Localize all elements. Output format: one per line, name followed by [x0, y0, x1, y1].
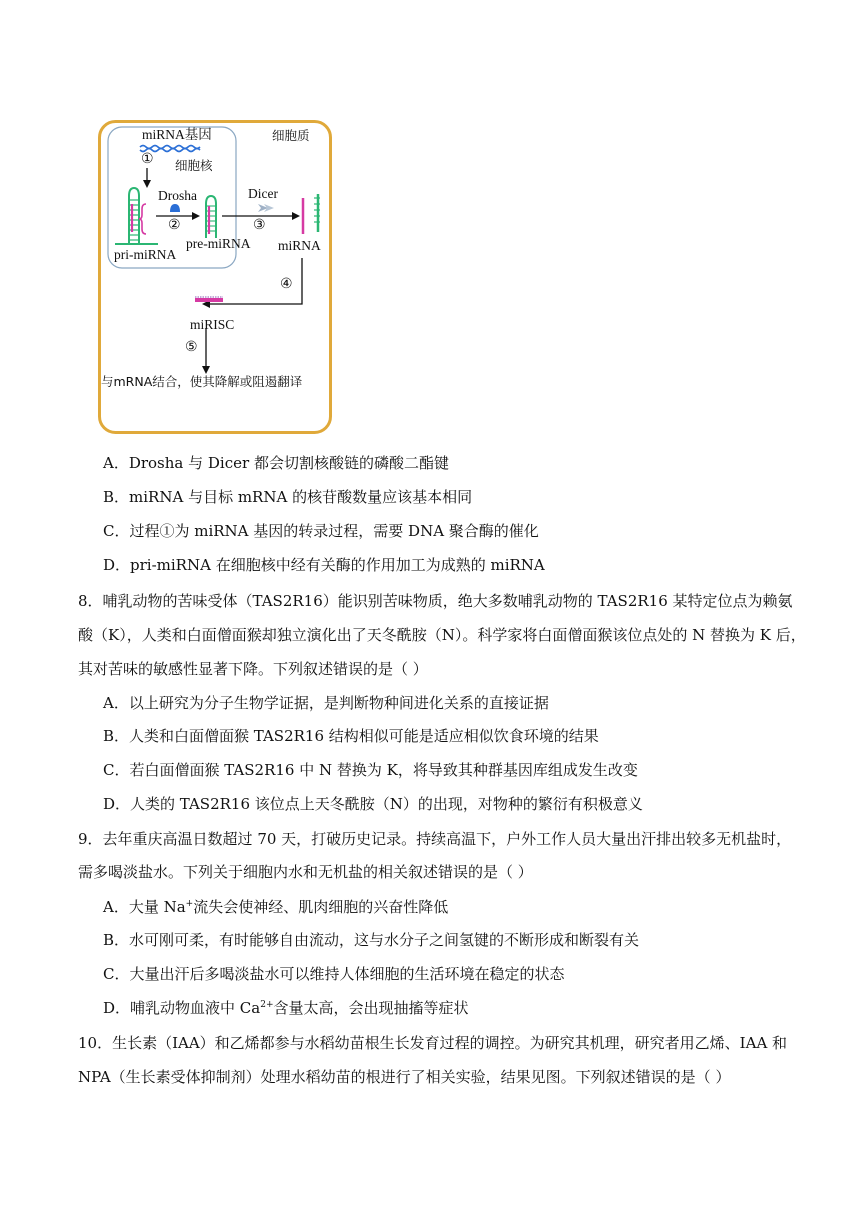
q9-stem-line1: 9．去年重庆高温日数超过 70 天，打破历史记录。持续高温下，户外工作人员大量出汗排出较多无机盐时， — [78, 830, 792, 848]
q9-option-c: C．大量出汗后多喝淡盐水可以维持人体细胞的生活环境在稳定的状态 — [103, 965, 565, 983]
q7-option-b: B．miRNA 与目标 mRNA 的核苷酸数量应该基本相同 — [103, 488, 473, 506]
q7-option-c: C．过程①为 miRNA 基因的转录过程，需要 DNA 聚合酶的催化 — [103, 522, 539, 540]
pri-mirna-label: pri-miRNA — [114, 247, 177, 262]
gene-label: miRNA基因 — [142, 127, 212, 142]
step1-marker: ① — [141, 152, 154, 167]
q9-option-d: D．哺乳动物血液中 $Ca^{2+}$含量太高，会出现抽搐等症状 — [103, 999, 469, 1017]
nucleus-label: 细胞核 — [175, 158, 213, 173]
q9-option-a: A．大量 Na+流失会使神经、肌肉细胞的兴奋性降低 — [103, 898, 449, 916]
q8-stem-line3: 其对苦味的敏感性显著下降。下列叙述错误的是（ ） — [78, 660, 428, 678]
q8-option-c: C．若白面僧面猴 TAS2R16 中 N 替换为 K，将导致其种群基因库组成发生改变 — [103, 761, 638, 779]
q7-option-a: A．Drosha 与 Dicer 都会切割核酸链的磷酸二酯键 — [103, 454, 449, 472]
mirisc-label: miRISC — [190, 317, 235, 332]
q9-stem-line2: 需多喝淡盐水。下列关于细胞内水和无机盐的相关叙述错误的是（ ） — [78, 863, 533, 881]
q8-stem-line1: 8．哺乳动物的苦味受体（TAS2R16）能识别苦味物质，绝大多数哺乳动物的 TAS2R16 某特定位点为赖氨 — [78, 592, 793, 610]
q10-stem-line1: 10．生长素（IAA）和乙烯都参与水稻幼苗根生长发育过程的调控。为研究其机理，研究者用乙烯、IAA 和 — [78, 1034, 788, 1052]
q7-option-d: D．pri-miRNA 在细胞核中经有关酶的作用加工为成熟的 miRNA — [103, 556, 545, 574]
q8-stem-line2: 酸（K），人类和白面僧面猴却独立演化出了天冬酰胺（N）。科学家将白面僧面猴该位点处的 N 替换为 K 后， — [78, 626, 806, 644]
step4-marker: ④ — [280, 277, 293, 292]
cytoplasm-label: 细胞质 — [272, 128, 310, 143]
step5-marker: ⑤ — [185, 340, 198, 355]
result-label: 与mRNA结合，使其降解或阻遏翻译 — [101, 374, 303, 389]
q8-option-a: A．以上研究为分子生物学证据，是判断物种间进化关系的直接证据 — [103, 694, 549, 712]
mirna-label: miRNA — [278, 238, 321, 253]
step3-marker: ③ — [253, 218, 266, 233]
q9-option-b: B．水可刚可柔，有时能够自由流动，这与水分子之间氢键的不断形成和断裂有关 — [103, 931, 640, 949]
pre-mirna-label: pre-miRNA — [186, 236, 251, 251]
q8-option-d: D．人类的 TAS2R16 该位点上天冬酰胺（N）的出现，对物种的繁衍有积极意义 — [103, 795, 643, 813]
dicer-label: Dicer — [248, 186, 278, 201]
mirisc-complex — [195, 298, 223, 302]
q10-stem-line2: NPA（生长素受体抑制剂）处理水稻幼苗的根进行了相关实验，结果见图。下列叙述错误的是（ ） — [78, 1068, 731, 1086]
drosha-label: Drosha — [158, 188, 197, 203]
q8-option-b: B．人类和白面僧面猴 TAS2R16 结构相似可能是适应相似饮食环境的结果 — [103, 727, 599, 745]
step2-marker: ② — [168, 218, 181, 233]
mirna-pathway-diagram — [98, 120, 332, 434]
